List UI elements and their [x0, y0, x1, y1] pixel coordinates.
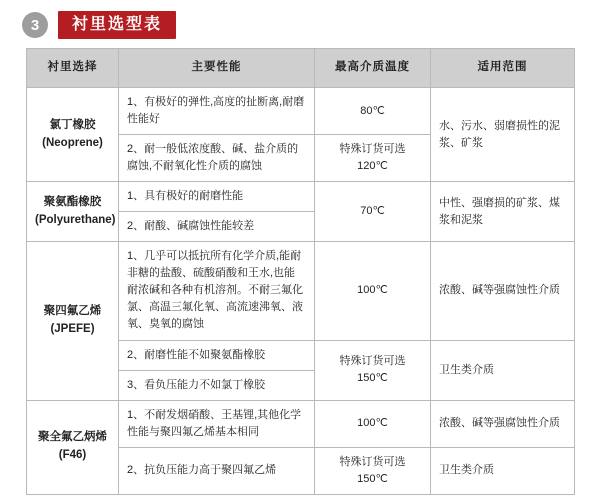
- lining-name-cn: 聚全氟乙炳烯: [38, 431, 107, 444]
- cell-scope: 水、污水、弱磨损性的泥浆、矿浆: [431, 88, 575, 182]
- temperature-value: 150℃: [357, 472, 388, 485]
- cell-lining-neoprene: [27, 88, 119, 182]
- table-header: [27, 49, 575, 88]
- lining-name-en: (F46): [58, 449, 87, 462]
- lining-name-cn: 氯丁橡胶: [49, 118, 96, 131]
- cell-scope: 卫生类介质: [431, 340, 575, 400]
- cell-performance: 2、抗负压能力高于聚四氟乙烯: [119, 447, 315, 494]
- cell-performance: 3、看负压能力不如氯丁橡胶: [119, 370, 315, 400]
- cell-temperature: [315, 340, 431, 400]
- cell-scope: 中性、强磨损的矿浆、煤浆和泥浆: [431, 182, 575, 242]
- cell-temperature: 80℃: [315, 88, 431, 135]
- cell-lining-polyurethane: [27, 182, 119, 242]
- table-header-row: [27, 49, 575, 88]
- lining-name-en: (Polyurethane): [35, 213, 116, 226]
- table-row: [27, 242, 575, 340]
- cell-temperature: [315, 447, 431, 494]
- temperature-note: 特殊订货可选: [339, 143, 406, 156]
- cell-scope: 浓酸、碱等强腐蚀性介质: [431, 400, 575, 447]
- table-row: [27, 88, 575, 135]
- temperature-value: 120℃: [357, 160, 388, 173]
- cell-temperature: [315, 135, 431, 182]
- cell-lining-f46: [27, 400, 119, 494]
- lining-name-en: (JPEFE): [50, 322, 95, 335]
- table-row: [27, 400, 575, 447]
- section-number-badge: 3: [22, 12, 48, 38]
- cell-performance: 2、耐磨性能不如聚氨酯橡胶: [119, 340, 315, 370]
- table-body: [27, 88, 575, 495]
- cell-scope: 浓酸、碱等强腐蚀性介质: [431, 242, 575, 340]
- lining-name-cn: 聚四氟乙烯: [43, 305, 102, 318]
- cell-temperature: 100℃: [315, 242, 431, 340]
- cell-performance: 2、耐一般低浓度酸、碱、盐介质的腐蚀,不耐氧化性介质的腐蚀: [119, 135, 315, 182]
- cell-performance: 1、不耐发烟硝酸、王基锂,其他化学性能与聚四氟乙烯基本相同: [119, 400, 315, 447]
- cell-lining-ptfe: [27, 242, 119, 400]
- lining-name-cn: 聚氨酯橡胶: [43, 195, 102, 208]
- page-title: 衬里选型表: [58, 11, 176, 40]
- column-header-lining: 衬里选择: [27, 49, 119, 88]
- temperature-value: 150℃: [357, 372, 388, 385]
- cell-temperature: 100℃: [315, 400, 431, 447]
- lining-selection-table: [26, 48, 575, 495]
- cell-temperature: 70℃: [315, 182, 431, 242]
- spec-table-wrapper: [0, 40, 600, 495]
- cell-scope: 卫生类介质: [431, 447, 575, 494]
- cell-performance: 2、耐酸、碱腐蚀性能较差: [119, 212, 315, 242]
- column-header-performance: 主要性能: [119, 49, 315, 88]
- cell-performance: 1、具有极好的耐磨性能: [119, 182, 315, 212]
- temperature-note: 特殊订货可选: [339, 355, 406, 368]
- cell-performance: 1、有极好的弹性,高度的扯断离,耐磨性能好: [119, 88, 315, 135]
- temperature-note: 特殊订货可选: [339, 455, 406, 468]
- column-header-max-temperature: 最高介质温度: [315, 49, 431, 88]
- cell-performance: 1、几乎可以抵抗所有化学介质,能耐非糖的盐酸、硫酸硝酸和王水,也能耐浓碱和各种有机溶剂。不耐三氟化氯、高温三氟化氧、高流速沸氧、液氧、臭氧的腐蚀: [119, 242, 315, 340]
- column-header-scope: 适用范围: [431, 49, 575, 88]
- page-header: [0, 0, 600, 40]
- table-row: [27, 182, 575, 212]
- lining-name-en: (Neoprene): [42, 136, 103, 149]
